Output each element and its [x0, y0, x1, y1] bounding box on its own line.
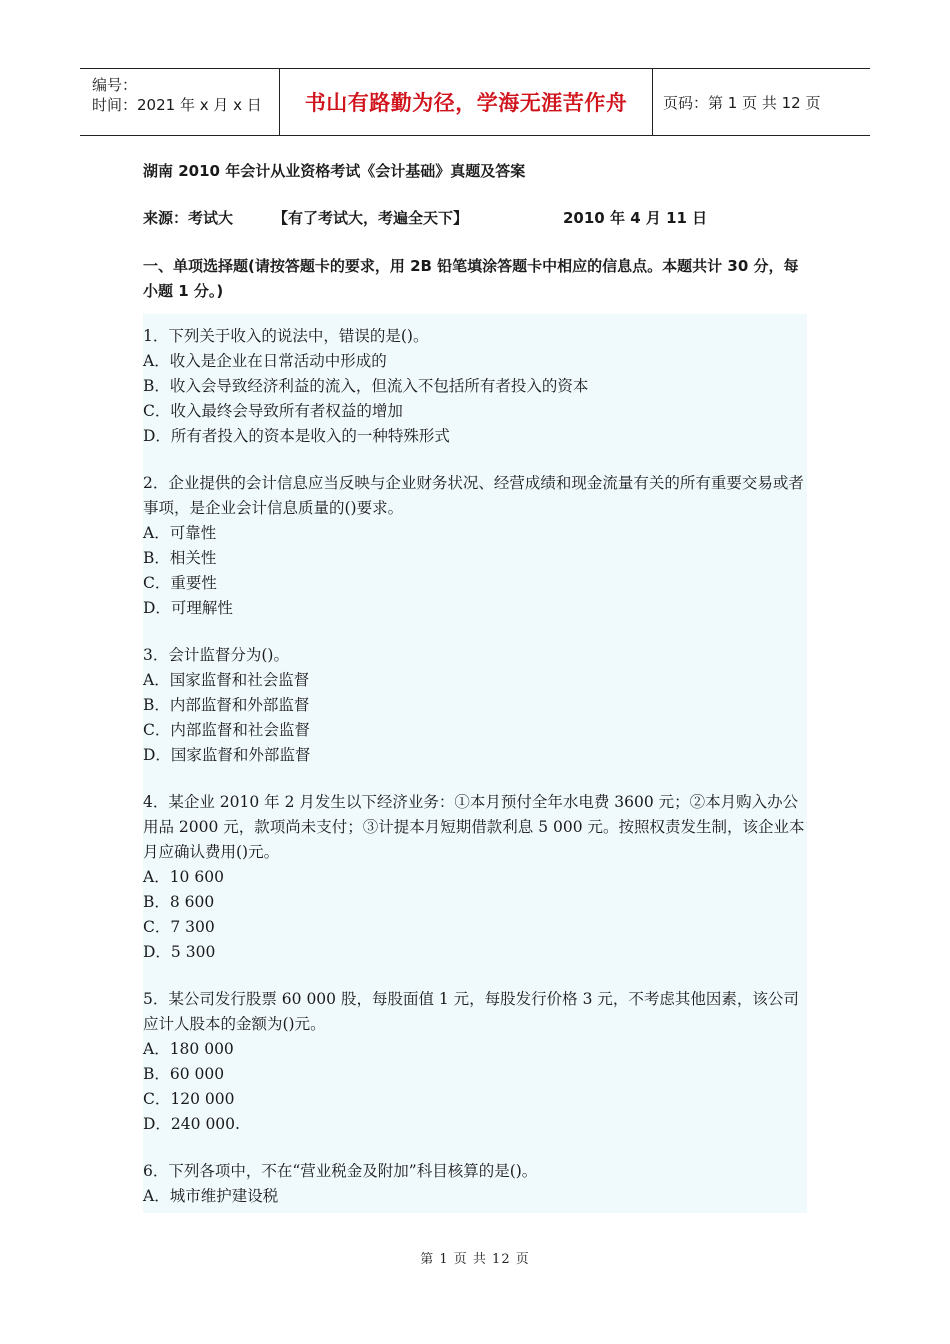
option-d: D．5 300 — [143, 943, 216, 961]
option-a: A．国家监督和社会监督 — [143, 671, 310, 689]
number-label: 编号： — [92, 76, 138, 94]
option-a: A．城市维护建设税 — [143, 1187, 279, 1205]
question-1 — [143, 324, 807, 449]
option-b: B．相关性 — [143, 549, 217, 567]
question-2 — [143, 471, 807, 621]
question-text: 6．下列各项中，不在“营业税金及附加”科目核算的是()。 — [143, 1162, 538, 1180]
option-d: D．240 000. — [143, 1115, 240, 1133]
page-footer: 第 1 页 共 12 页 — [420, 1252, 530, 1267]
option-b: B．内部监督和外部监督 — [143, 696, 310, 714]
question-6 — [143, 1159, 807, 1209]
option-c: C．内部监督和社会监督 — [143, 721, 310, 739]
question-text: 2．企业提供的会计信息应当反映与企业财务状况、经营成绩和现金流量有关的所有重要交易或者事项，是企业会计信息质量的()要求。 — [143, 474, 804, 517]
document-body — [143, 154, 807, 1213]
page-header — [80, 68, 870, 136]
option-d: D．国家监督和外部监督 — [143, 746, 311, 764]
option-b: B．收入会导致经济利益的流入，但流入不包括所有者投入的资本 — [143, 377, 589, 395]
option-c: C．收入最终会导致所有者权益的增加 — [143, 402, 403, 420]
source-line — [143, 207, 807, 228]
slogan-text: 【有了考试大，考遍全天下】 — [273, 209, 469, 227]
option-a: A．180 000 — [143, 1040, 234, 1058]
header-motto: 书山有路勤为径，学海无涯苦作舟 — [280, 69, 653, 135]
option-a: A．收入是企业在日常活动中形成的 — [143, 352, 387, 370]
header-page-info: 页码：第 1 页 共 12 页 — [663, 93, 821, 112]
document-title: 湖南 2010 年会计从业资格考试《会计基础》真题及答案 — [143, 162, 526, 180]
source-text: 来源：考试大 — [143, 209, 234, 227]
section-heading: 一、单项选择题(请按答题卡的要求，用 2B 铅笔填涂答题卡中相应的信息点。本题共计 30 分，每小题 1 分。) — [143, 257, 799, 300]
question-5 — [143, 987, 807, 1137]
option-a: A．可靠性 — [143, 524, 217, 542]
option-c: C．7 300 — [143, 918, 215, 936]
question-text: 5．某公司发行股票 60 000 股，每股面值 1 元，每股发行价格 3 元，不考虑其他因素，该公司应计人股本的金额为()元。 — [143, 990, 799, 1033]
option-b: B．60 000 — [143, 1065, 225, 1083]
header-meta — [80, 69, 280, 135]
question-4 — [143, 790, 807, 965]
option-c: C．120 000 — [143, 1090, 235, 1108]
option-d: D．所有者投入的资本是收入的一种特殊形式 — [143, 427, 450, 445]
question-3 — [143, 643, 807, 768]
question-text: 1．下列关于收入的说法中，错误的是()。 — [143, 327, 429, 345]
time-label: 时间：2021 年 x 月 x 日 — [92, 96, 262, 114]
option-c: C．重要性 — [143, 574, 217, 592]
option-b: B．8 600 — [143, 893, 215, 911]
option-a: A．10 600 — [143, 868, 224, 886]
date-text: 2010 年 4 月 11 日 — [563, 209, 708, 227]
question-text: 4．某企业 2010 年 2 月发生以下经济业务：①本月预付全年水电费 3600 元；②本月购入办公用品 2000 元，款项尚未支付；③计提本月短期借款利息 5 000 元。按照权责发生制，该企业本月应确认费用()元。 — [143, 793, 805, 861]
question-list — [143, 314, 807, 1213]
option-d: D．可理解性 — [143, 599, 233, 617]
question-text: 3．会计监督分为()。 — [143, 646, 289, 664]
